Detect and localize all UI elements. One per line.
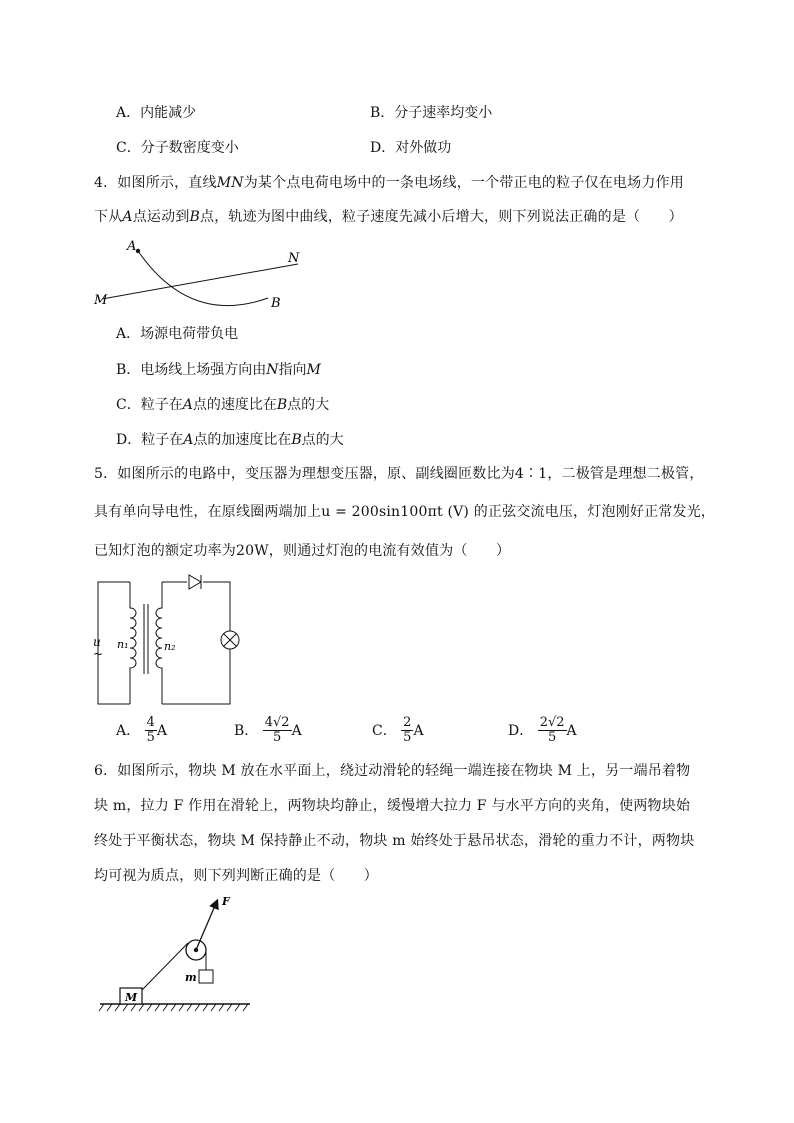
q4-option-a: A．场源电荷带负电	[116, 326, 239, 342]
label-block-small-m: m	[185, 971, 197, 984]
q5-option-d: D． $\frac{2√2}{5}$ A	[508, 715, 577, 746]
q6-stem-line1: 6．如图所示，物块 M 放在水平面上，绕过动滑轮的轻绳一端连接在物块 M 上，另一端吊着物	[94, 763, 691, 779]
q5-circuit-figure	[90, 570, 250, 710]
q3-option-b: B．分子速率均变小	[370, 105, 493, 121]
label-a: A	[127, 239, 137, 254]
label-n2: n₂	[164, 640, 176, 653]
q3-option-c: C．分子数密度变小	[116, 140, 239, 156]
q4-figure	[90, 236, 310, 316]
rope-to-block-big-m	[142, 943, 188, 990]
block-small-m	[199, 970, 213, 983]
q5-option-b: B． $\frac{4√2}{5}$ A	[234, 715, 302, 746]
q5-stem-line1: 5．如图所示的电路中，变压器为理想变压器，原、副线圈匝数比为4∶1，二极管是理想二极管，	[94, 466, 704, 482]
label-u: u	[93, 635, 101, 649]
q5-stem-line2: 具有单向导电性，在原线圈两端加上u = 200sin100πt (V) 的正弦交流电压，灯泡刚好正常发光，	[94, 504, 716, 520]
lamp-icon	[221, 631, 239, 649]
q6-stem-line2: 块 m，拉力 F 作用在滑轮上，两物块均静止，缓慢增大拉力 F 与水平方向的夹角，使两物块始	[94, 798, 691, 814]
label-ac-symbol: ~	[93, 647, 104, 661]
label-m: M	[94, 293, 108, 308]
secondary-coil	[156, 582, 162, 704]
label-n1: n₁	[117, 638, 129, 651]
field-line-mn	[102, 264, 298, 299]
q5-option-a: A． $\frac{4}{5}$ A	[116, 715, 167, 746]
q5-stem-line3: 已知灯泡的额定功率为20W，则通过灯泡的电流有效值为（ ）	[94, 543, 511, 559]
q4-option-c: C．粒子在A点的速度比在B点的大	[116, 397, 330, 413]
q4-stem-line1: 4．如图所示，直线MN为某个点电荷电场中的一条电场线，一个带正电的粒子仅在电场力作用	[94, 175, 684, 191]
ground-hatch	[99, 1004, 248, 1011]
label-b: B	[271, 296, 281, 311]
force-f-arrow	[196, 901, 217, 950]
q6-stem-line4: 均可视为质点，则下列判断正确的是（ ）	[94, 868, 378, 884]
label-force-f: F	[222, 895, 230, 908]
point-a-dot	[136, 249, 140, 253]
q3-option-d: D．对外做功	[370, 140, 452, 156]
diode-icon	[187, 575, 203, 589]
primary-coil	[130, 582, 136, 704]
label-block-big-m: M	[125, 991, 138, 1004]
q4-option-b: B．电场线上场强方向由N指向M	[116, 362, 321, 378]
q5-option-c: C． $\frac{2}{5}$ A	[372, 715, 424, 746]
q6-stem-line3: 终处于平衡状态，物块 M 保持静止不动，物块 m 始终处于悬吊状态，滑轮的重力不计，两物块	[94, 833, 695, 849]
particle-trajectory	[138, 251, 268, 306]
q6-pulley-figure	[96, 890, 256, 1015]
label-n: N	[288, 251, 300, 266]
q4-option-d: D．粒子在A点的加速度比在B点的大	[116, 432, 344, 448]
q3-option-a: A．内能减少	[116, 105, 197, 121]
q4-stem-line2: 下从A点运动到B点，轨迹为图中曲线，粒子速度先减小后增大，则下列说法正确的是（ ）	[94, 209, 683, 225]
